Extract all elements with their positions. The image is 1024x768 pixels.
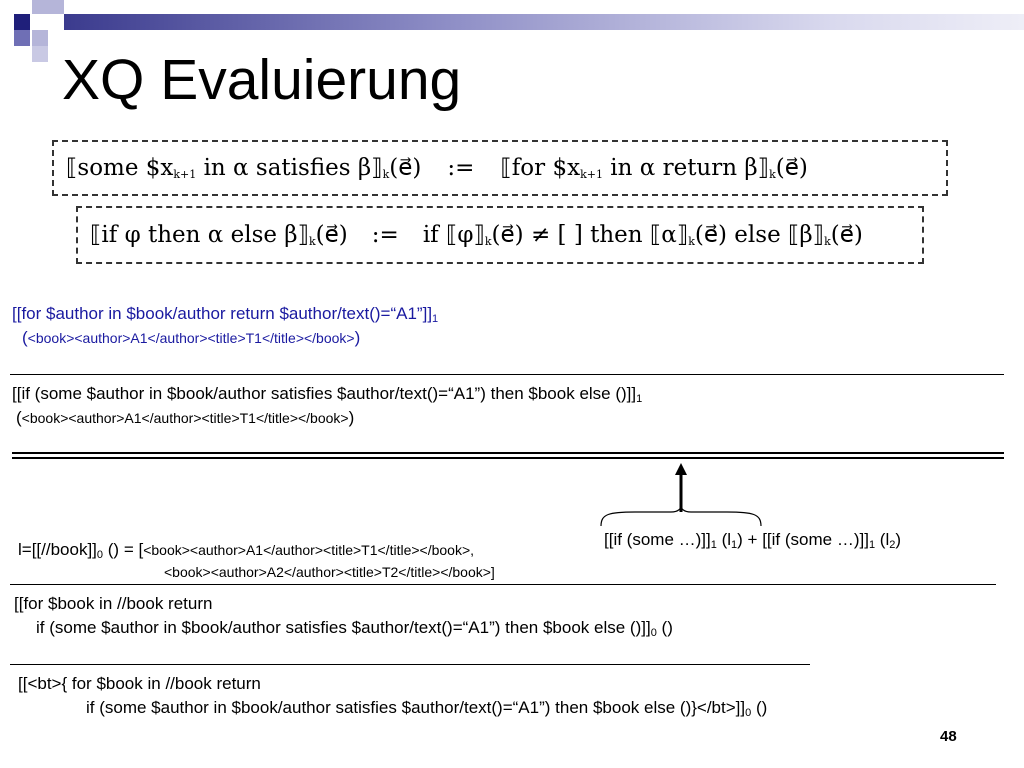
bt-for-book-body: if (some $author in $book/author satisfies $author/text()=“A1”) then $book else $()\}</bt>]]_0$ () bbox=[86, 698, 768, 719]
decor-square-mid bbox=[14, 30, 30, 46]
header-gradient-bar bbox=[64, 14, 1024, 30]
l-definition-continuation: <book><author>A2</author><title>T2</title></book>] bbox=[164, 564, 495, 580]
formula-some-rhs: ⟦for $\$x_{k+1}$ in α return $\beta⟧_k(e⃗)$ bbox=[500, 155, 808, 181]
decor-square-light bbox=[32, 30, 48, 46]
formula-if-box bbox=[76, 206, 924, 264]
formula-if-rhs: if $⟦\varphi⟧_k(e⃗)$ ≠ [ ] then $⟦\alpha⟧_k(e⃗)$ else $⟦\beta⟧_k(e⃗)$ bbox=[422, 222, 863, 248]
decor-square-light bbox=[48, 14, 64, 30]
formula-if-assign: := bbox=[371, 222, 399, 248]
decor-square-light bbox=[32, 46, 48, 62]
if-some-argument: (<book><author>A1</author><title>T1</title></book>) bbox=[16, 408, 355, 427]
divider-line bbox=[10, 664, 810, 665]
formula-if-lhs: ⟦if φ then α else $\beta⟧_k(e⃗)$ bbox=[90, 222, 348, 248]
formula-some-assign: := bbox=[447, 155, 475, 181]
l-definition: $l=[[//book]]_0$ () = [<book><author>A1</author><title>T1</title></book>, bbox=[18, 540, 475, 561]
for-book-body: if (some $author in $book/author satisfies $author/text()=“A1”) then $book else $()]]_0$ () bbox=[36, 618, 673, 639]
formula-some-lhs: ⟦some $\$x_{k+1}$ in α satisfies $\beta⟧_k(e⃗)$ bbox=[66, 155, 422, 181]
bt-for-book-expression: [[<bt>{ for $book in //book return bbox=[18, 674, 261, 693]
decor-square-light bbox=[32, 0, 48, 14]
decor-square-dark bbox=[14, 14, 30, 30]
formula-some-box bbox=[52, 140, 948, 196]
divider-line bbox=[10, 584, 996, 585]
divider-line bbox=[10, 374, 1004, 375]
for-author-argument: (<book><author>A1</author><title>T1</title></book>) bbox=[22, 328, 361, 347]
if-some-sum-expression: [[if (some $\dots)]]_1$ $(l_1) + [[if$ (some $\dots)]]_1$ $(l_2)$ bbox=[604, 530, 902, 551]
double-divider-bottom bbox=[12, 457, 1004, 459]
if-some-expression: [[if (some $author in $book/author satisfies $author/text()=“A1”) then $book else $()]]_1$ bbox=[12, 384, 643, 405]
page-number: 48 bbox=[940, 728, 957, 745]
double-divider-top bbox=[12, 452, 1004, 454]
slide-title: XQ Evaluierung bbox=[62, 48, 462, 112]
for-author-expression: [[for $author in $book/author return $\$author/text()=“A1”]]_1$ bbox=[12, 304, 439, 325]
up-arrow-brace-graphic bbox=[595, 462, 770, 530]
decor-square-light bbox=[48, 0, 64, 14]
for-book-expression: [[for $book in //book return bbox=[14, 594, 213, 613]
